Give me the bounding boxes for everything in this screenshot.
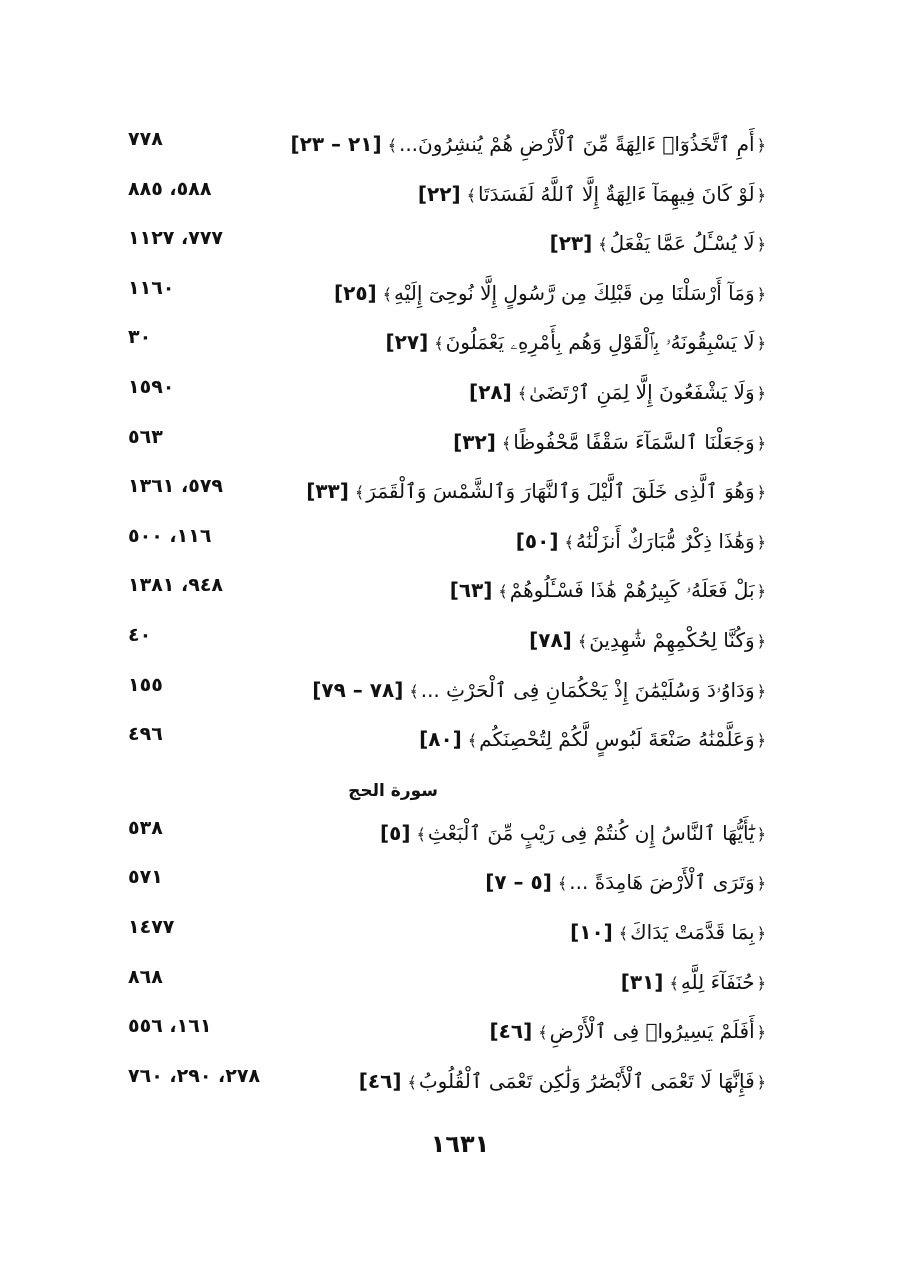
verse-quote: وَدَاوُۥدَ وَسُلَيْمَٰنَ إِذْ يَحْكُمَانِ فِى ٱلْحَرْثِ ... — [420, 677, 755, 702]
verse-quote: وَكُنَّا لِحُكْمِهِمْ شَٰهِدِينَ — [589, 627, 755, 652]
ornate-bracket-open: ﴿ — [756, 973, 766, 993]
surah-heading-row — [128, 773, 768, 817]
ornate-bracket-close: ﴾ — [407, 1072, 417, 1092]
ornate-bracket-open: ﴿ — [756, 824, 766, 844]
ornate-bracket-open: ﴿ — [756, 483, 766, 503]
verse-text — [529, 628, 768, 652]
ornate-bracket-close: ﴾ — [618, 923, 629, 943]
verse-quote: أَمِ ٱتَّخَذُوٓا۟ ءَالِهَةً مِّنَ ٱلْأَرْضِ هُمْ يُنشِرُونَ... — [398, 132, 755, 156]
ornate-bracket-close: ﴾ — [416, 824, 426, 844]
verse-text — [453, 430, 768, 454]
ornate-bracket-close: ﴾ — [538, 1023, 548, 1043]
page-references: ٤٩٦ — [128, 723, 163, 746]
verse-reference: [٢١ – ٢٣] — [290, 132, 382, 156]
ornate-bracket-open: ﴿ — [756, 874, 766, 894]
verse-text — [418, 182, 768, 206]
index-entry — [128, 817, 768, 867]
verse-reference: [٥ – ٧] — [485, 870, 552, 895]
ornate-bracket-open: ﴿ — [756, 582, 766, 602]
verse-text — [469, 380, 768, 404]
verse-reference: [٦٣] — [449, 578, 493, 603]
page-references: ١٦١، ٥٥٦ — [128, 1015, 212, 1038]
ornate-bracket-close: ﴾ — [557, 874, 568, 894]
verse-reference: [٢٨] — [469, 379, 512, 404]
verse-text — [485, 870, 768, 894]
verse-quote: يَٰٓأَيُّهَا ٱلنَّاسُ إِن كُنتُمْ فِى رَيْبٍ مِّنَ ٱلْبَعْثِ — [427, 820, 755, 845]
verse-reference: [٢٧] — [385, 330, 429, 355]
index-entry — [128, 1065, 768, 1115]
verse-text — [359, 1069, 768, 1093]
verse-reference: [٤٦] — [358, 1068, 402, 1093]
verse-reference: [٣١] — [620, 969, 664, 994]
index-entry — [128, 916, 768, 966]
page-references: ٩٤٨، ١٣٨١ — [128, 574, 224, 597]
page-references: ١١٦، ٥٠٠ — [128, 524, 212, 547]
page-references: ١١٦٠ — [128, 276, 175, 299]
verse-quote: وَهُوَ ٱلَّذِى خَلَقَ ٱلَّيْلَ وَٱلنَّهَارَ وَٱلشَّمْسَ وَٱلْقَمَرَ — [366, 479, 755, 504]
page-references: ١٤٧٧ — [128, 915, 175, 938]
ornate-bracket-open: ﴿ — [756, 433, 766, 453]
ornate-bracket-open: ﴿ — [756, 185, 766, 205]
index-entry — [128, 866, 768, 916]
index-entry — [128, 376, 768, 426]
verse-reference: [٣٣] — [306, 479, 349, 504]
index-entry — [128, 426, 768, 476]
verse-quote: وَعَلَّمْنَٰهُ صَنْعَةَ لَبُوسٍ لَّكُمْ لِتُحْصِنَكُم — [479, 727, 755, 752]
verse-quote: لَوْ كَانَ فِيهِمَآ ءَالِهَةٌ إِلَّا ٱللَّهُ لَفَسَدَتَا — [477, 181, 755, 206]
ornate-bracket-open: ﴿ — [756, 136, 766, 155]
verse-quote: حُنَفَآءَ لِلَّهِ — [680, 969, 755, 994]
verse-text — [621, 970, 768, 994]
index-entry — [128, 723, 768, 773]
ornate-bracket-close: ﴾ — [354, 483, 365, 503]
ornate-bracket-open: ﴿ — [756, 1023, 766, 1043]
index-entry — [128, 277, 768, 327]
verse-text — [516, 529, 768, 553]
verse-quote: لَا يُسْـَٔلُ عَمَّا يَفْعَلُ — [609, 231, 755, 256]
ornate-bracket-close: ﴾ — [409, 681, 419, 701]
ornate-bracket-close: ﴾ — [467, 731, 478, 751]
verse-reference: [٢٣] — [549, 231, 593, 256]
verse-reference: [٥] — [380, 820, 411, 845]
ornate-bracket-close: ﴾ — [498, 582, 508, 602]
index-entry — [128, 574, 768, 624]
ornate-bracket-close: ﴾ — [387, 136, 397, 155]
ornate-bracket-open: ﴿ — [756, 532, 766, 552]
index-entry — [128, 178, 768, 228]
page-references: ٨٦٨ — [128, 965, 163, 988]
verse-text — [490, 1019, 768, 1043]
index-entry — [128, 966, 768, 1016]
ornate-bracket-open: ﴿ — [756, 731, 766, 751]
index-entry — [128, 475, 768, 525]
ornate-bracket-close: ﴾ — [598, 235, 608, 255]
index-entry — [128, 326, 768, 376]
page-references: ٤٠ — [128, 623, 152, 646]
page-references: ٧٧٧، ١١٢٧ — [128, 227, 224, 250]
verse-quote: بِمَا قَدَّمَتْ يَدَاكَ — [630, 919, 755, 944]
index-entry — [128, 227, 768, 277]
ornate-bracket-close: ﴾ — [466, 185, 476, 205]
verse-reference: [٢٥] — [333, 280, 377, 305]
verse-reference: [٣٢] — [453, 429, 496, 454]
ornate-bracket-close: ﴾ — [382, 284, 393, 304]
page-references: ٥٧٩، ١٣٦١ — [128, 475, 224, 498]
verse-text — [386, 330, 768, 354]
verse-index-list — [128, 128, 768, 1114]
ornate-bracket-close: ﴾ — [669, 973, 679, 993]
verse-quote: وَجَعَلْنَا ٱلسَّمَآءَ سَقْفًا مَّحْفُوظًا — [513, 429, 755, 454]
verse-quote: وَهَٰذَا ذِكْرٌ مُّبَارَكٌ أَنزَلْنَٰهُ — [575, 528, 755, 553]
page-references: ٧٧٨ — [128, 128, 163, 150]
verse-quote: فَإِنَّهَا لَا تَعْمَى ٱلْأَبْصَٰرُ وَلَٰكِن تَعْمَى ٱلْقُلُوبُ — [418, 1068, 755, 1093]
verse-text — [380, 821, 768, 845]
verse-quote: وَتَرَى ٱلْأَرْضَ هَامِدَةً ... — [569, 870, 755, 895]
ornate-bracket-close: ﴾ — [577, 631, 588, 651]
ornate-bracket-close: ﴾ — [564, 532, 574, 552]
verse-reference: [١٠] — [570, 919, 613, 944]
verse-quote: وَمَآ أَرْسَلْنَا مِن قَبْلِكَ مِن رَّسُولٍ إِلَّا نُوحِىٓ إِلَيْهِ — [394, 280, 755, 305]
verse-quote: لَا يَسْبِقُونَهُۥ بِٱلْقَوْلِ وَهُم بِأَمْرِهِۦ يَعْمَلُونَ — [445, 330, 755, 355]
verse-reference: [٨٠] — [419, 727, 462, 752]
verse-text — [334, 281, 768, 305]
ornate-bracket-open: ﴿ — [756, 1072, 766, 1092]
index-entry — [128, 128, 768, 178]
index-entry — [128, 1015, 768, 1065]
verse-reference: [٧٨ – ٧٩] — [312, 677, 404, 702]
page-references: ١٥٩٠ — [128, 375, 175, 398]
verse-reference: [٤٦] — [489, 1019, 533, 1044]
ornate-bracket-open: ﴿ — [756, 631, 766, 651]
ornate-bracket-open: ﴿ — [756, 334, 766, 354]
verse-text — [419, 727, 768, 751]
surah-heading: سورة الحج — [348, 780, 438, 801]
verse-reference: [٢٢] — [417, 181, 461, 206]
page-references: ٣٠ — [128, 326, 152, 349]
ornate-bracket-open: ﴿ — [756, 235, 766, 255]
page-references: ٥٨٨، ٨٨٥ — [128, 177, 212, 200]
page-references: ٥٦٣ — [128, 425, 163, 448]
verse-quote: وَلَا يَشْفَعُونَ إِلَّا لِمَنِ ٱرْتَضَىٰ — [529, 379, 755, 404]
verse-text — [312, 678, 768, 702]
ornate-bracket-open: ﴿ — [756, 923, 766, 943]
verse-text — [550, 231, 768, 255]
ornate-bracket-close: ﴾ — [434, 334, 444, 354]
ornate-bracket-open: ﴿ — [756, 284, 766, 304]
ornate-bracket-open: ﴿ — [756, 681, 766, 701]
index-entry — [128, 624, 768, 674]
page-references: ٥٧١ — [128, 866, 163, 889]
ornate-bracket-open: ﴿ — [756, 383, 766, 403]
verse-reference: [٥٠] — [515, 528, 559, 553]
verse-reference: [٧٨] — [529, 627, 572, 652]
verse-text — [450, 578, 768, 602]
verse-text — [308, 479, 768, 503]
index-entry — [128, 525, 768, 575]
page-references: ٢٧٨، ٢٩٠، ٧٦٠ — [128, 1064, 261, 1087]
verse-text — [570, 920, 768, 944]
page-number: ١٦٣١ — [430, 1130, 490, 1158]
page-references: ٥٣٨ — [128, 816, 163, 839]
ornate-bracket-close: ﴾ — [501, 433, 512, 453]
page-references: ١٥٥ — [128, 673, 163, 696]
ornate-bracket-close: ﴾ — [517, 383, 528, 403]
verse-quote: بَلْ فَعَلَهُۥ كَبِيرُهُمْ هَٰذَا فَسْـَٔلُوهُمْ — [509, 578, 755, 603]
verse-text — [290, 132, 768, 156]
verse-quote: أَفَلَمْ يَسِيرُوا۟ فِى ٱلْأَرْضِ — [549, 1019, 755, 1044]
index-entry — [128, 674, 768, 724]
